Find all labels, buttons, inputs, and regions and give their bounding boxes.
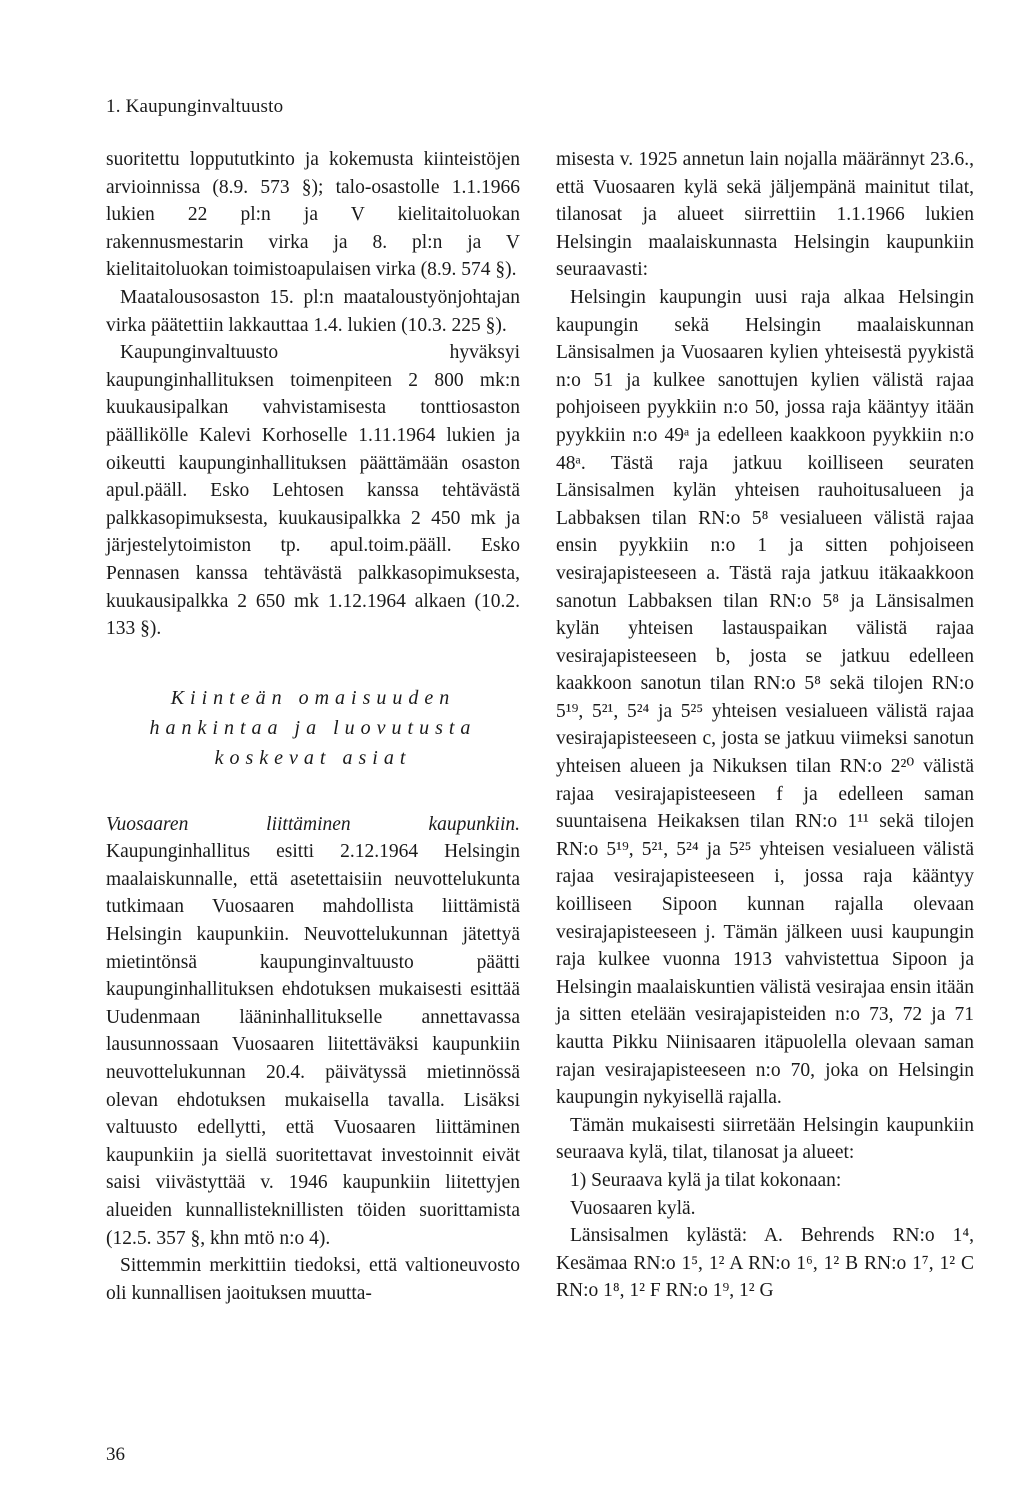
left-paragraph-1: suoritettu loppututkinto ja kokemusta kiinteistöjen arvioinnissa (8.9. 573 §); talo-osastolle 1.1.1966 lukien 22 pl:n ja V kielitaitoluokan rakennusmestarin virka ja 8. pl:n ja V kielitaitoluokan toimistoapulaisen virka (8.9. 574 §). (106, 149, 520, 281)
running-head: 1. Kaupunginvaltuusto (106, 96, 284, 117)
left-paragraph-2: Maatalousosaston 15. pl:n maataloustyönjohtajan virka päätettiin lakkauttaa 1.4. lukien (10.3. 225 §). (106, 286, 520, 336)
left-paragraph-5: Sittemmin merkittiin tiedoksi, että valtioneuvosto oli kunnallisen jaoituksen muutta- (106, 1255, 520, 1304)
right-paragraph-3: Tämän mukaisesti siirretään Helsingin kaupunkiin seuraava kylä, tilat, tilanosat ja alueet: (556, 1114, 974, 1164)
right-column (556, 146, 974, 1305)
left-paragraph-4 (106, 811, 520, 1253)
right-paragraph-4: 1) Seuraava kylä ja tilat kokonaan: (570, 1169, 842, 1191)
left-column (106, 146, 520, 1307)
subheading: Vuosaaren liittäminen kaupunkiin. (106, 813, 520, 835)
right-paragraph-1: misesta v. 1925 annetun lain nojalla määrännyt 23.6., että Vuosaaren kylä sekä jäljempänä mainitut tilat, tilanosat ja alueet siirrettiin 1.1.1966 lukien Helsingin maalaiskunnasta Helsingin kaupunkiin seuraavasti: (556, 149, 974, 281)
section-heading: Kiinteän omaisuuden hankintaa ja luovutusta koskevat asiat (149, 686, 477, 769)
right-paragraph-2: Helsingin kaupungin uusi raja alkaa Helsingin kaupungin sekä Helsingin maalaiskunnan Länsisalmen ja Vuosaaren kylien yhteisestä pyykistä n:o 51 ja kulkee sanottujen kylien välistä rajaa pohjoiseen pyykkiin n:o 50, jossa raja kääntyy itään pyykkiin n:o 49ᵃ ja edelleen kaakkoon pyykkiin n:o 48ᵃ. Tästä raja jatkuu koilliseen seuraten Länsisalmen kylän yhteisen rauhoitusalueen ja Labbaksen tilan RN:o 5⁸ vesialueen välistä rajaa ensin pyykkiin n:o 1 ja sitten pohjoiseen vesirajapisteeseen a. Tästä raja jatkuu itäkaakkoon sanotun Labbaksen tilan RN:o 5⁸ ja Länsisalmen kylän yhteisen lastauspaikan välistä rajaa vesirajapisteeseen b, josta se jatkuu edelleen kaakkoon sanotun tilan RN:o 5⁸ sekä tilojen RN:o 5¹⁹, 5²¹, 5²⁴ ja 5²⁵ yhteisen vesialueen välistä rajaa vesirajapisteeseen c, josta se jatkuu viimeksi sanotun yhteisen alueen ja Nikuksen tilan RN:o 2²⁰ välistä rajaa vesirajapisteeseen f ja edelleen saman suuntaisena Heikaksen tilan RN:o 1¹¹ sekä tilojen RN:o 5¹⁹, 5²¹, 5²⁴ ja 5²⁵ yhteisen vesialueen välistä rajaa vesirajapisteeseen i, jossa raja kääntyy koilliseen Sipoon kunnan rajalla olevaan vesirajapisteeseen j. Tämän jälkeen uusi kaupungin raja kulkee vuonna 1913 vahvistettua Sipoon ja Helsingin maalaiskuntien välistä vesirajaa ensin itään ja sitten etelään vesirajapisteiden n:o 73, 72 ja 71 kautta Pikku Niinisaaren itäpuolella olevaan saman rajan vesirajapisteeseen n:o 70, joka on Helsingin kaupungin nykyisellä rajalla. (556, 286, 974, 1109)
left-paragraph-3: Kaupunginvaltuusto hyväksyi kaupunginhallituksen toimenpiteen 2 800 mk:n kuukausipalkan vahvistamisesta tonttiosaston päällikölle Kalevi Korhoselle 1.11.1964 lukien ja oikeutti kaupunginhallituksen päättämään osaston apul.pääll. Esko Lehtosen kanssa tehtävästä palkkasopimuksesta, kuukausipalkka 2 450 mk ja järjestelytoimiston tp. apul.toim.pääll. Esko Pennasen kanssa tehtävästä palkkasopimuksesta, kuukausipalkka 2 650 mk 1.12.1964 alkaen (10.2. 133 §). (106, 342, 520, 640)
page-number: 36 (106, 1444, 125, 1465)
left-paragraph-4-text: Kaupunginhallitus esitti 2.12.1964 Helsingin maalaiskunnalle, että asetettaisiin neuvottelukunta tutkimaan Vuosaaren mahdollista liittämistä Helsingin kaupunkiin. Neuvottelukunnan jätettyä mietintönsä kaupunginvaltuusto päätti kaupunginhallituksen ehdotuksen mukaisesti esittää Uudenmaan lääninhallitukselle annettavassa lausunnossaan Vuosaaren liitettäväksi kaupunkiin neuvottelukunnan 20.4. päivätyssä mietinnössä olevan ehdotuksen mukaisella tavalla. Lisäksi valtuusto edellytti, että Vuosaaren liittäminen kaupunkiin ja siellä suoritettavat investoinnit eivät saisi viivästyttää v. 1946 kaupunkiin liitettyjen alueiden kunnallisteknillisten töiden suorittamista (12.5. 357 §, khn mtö n:o 4). (106, 841, 520, 1249)
right-paragraph-6: Länsisalmen kylästä: A. Behrends RN:o 1⁴, Kesämaa RN:o 1⁵, 1² A RN:o 1⁶, 1² B RN:o 1⁷, 1² C RN:o 1⁸, 1² F RN:o 1⁹, 1² G (556, 1225, 974, 1302)
right-paragraph-5: Vuosaaren kylä. (570, 1197, 696, 1219)
